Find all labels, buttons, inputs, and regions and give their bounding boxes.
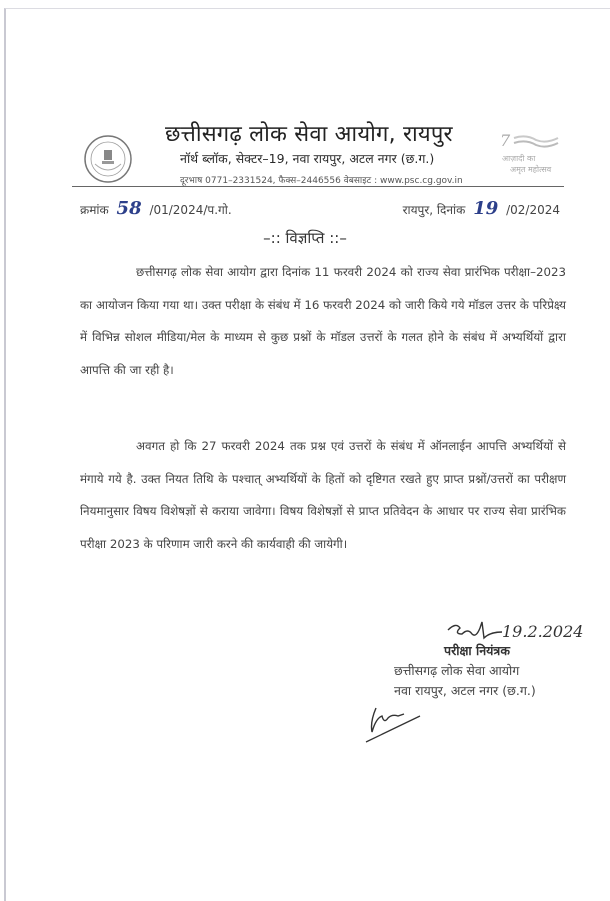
initials-signature [362,696,442,746]
reference-number [80,198,232,219]
reference-handwritten-number: 58 [116,198,142,219]
date-suffix: /02/2024 [506,203,560,217]
signatory-place: नवा रायपुर, अटल नगर (छ.ग.) [394,683,536,698]
signatory-organization: छत्तीसगढ़ लोक सेवा आयोग [394,663,520,678]
notice-paragraph: अवगत हो कि 27 फरवरी 2024 तक प्रश्न एवं उत्तरों के संबंध में ऑनलाईन आपत्ति अभ्यर्थियों से मंगाये गये है. उक्त नियत तिथि के पश्चात् अभ्यर्थियों के हितों को दृष्टिगत रखते हुए प्राप्त प्रश्नों/उत्तरों का परीक्षण नियमानुसार विषय विशेषज्ञों से कराया जावेगा। विषय विशेषज्ञों से प्राप्त प्रतिवेदन के आधार पर राज्य सेवा प्रारंभिक परीक्षा 2023 के परिणाम जारी करने की कार्यवाही की जायेगी। [80,439,566,551]
state-emblem-seal-icon [83,134,133,184]
notice-paragraph: छत्तीसगढ़ लोक सेवा आयोग द्वारा दिनांक 11 फरवरी 2024 को राज्य सेवा प्रारंभिक परीक्षा–2023 का आयोजन किया गया था। उक्त परीक्षा के संबंध में 16 फरवरी 2024 को जारी किये गये मॉडल उत्तर के परिप्रेक्ष्य में विभिन्न सोशल मीडिया/मेल के माध्यम से कुछ प्रश्नों के मॉडल उत्तरों के गलत होने के संबंध में अभ्यर्थियों द्वारा आपत्ति की जा रही है। [80,265,566,377]
notice-heading: –:: विज्ञप्ति ::– [263,229,347,247]
organization-address: नॉर्थ ब्लॉक, सेक्टर–19, नवा रायपुर, अटल नगर (छ.ग.) [180,151,435,166]
reference-prefix: क्रमांक [80,203,109,217]
date-handwritten-day: 19 [473,198,499,219]
organization-contact: दूरभाष 0771–2331524, फैक्स–2446556 वेबसाइट : www.psc.cg.gov.in [180,176,463,186]
svg-text:अमृत महोत्सव: अमृत महोत्सव [510,165,552,174]
svg-text:आज़ादी का: आज़ादी का [502,154,536,163]
header-divider [72,186,564,187]
signatory-title: परीक्षा नियंत्रक [444,643,510,658]
reference-suffix: /01/2024/प.गो. [149,203,232,217]
issue-date [403,198,560,219]
organization-title: छत्तीसगढ़ लोक सेवा आयोग, रायपुर [165,122,453,147]
date-prefix: रायपुर, दिनांक [402,203,466,217]
azadi-ka-amrit-mahotsav-logo [496,128,566,178]
signature-date: 19.2.2024 [502,622,584,641]
svg-text:7: 7 [500,131,511,150]
